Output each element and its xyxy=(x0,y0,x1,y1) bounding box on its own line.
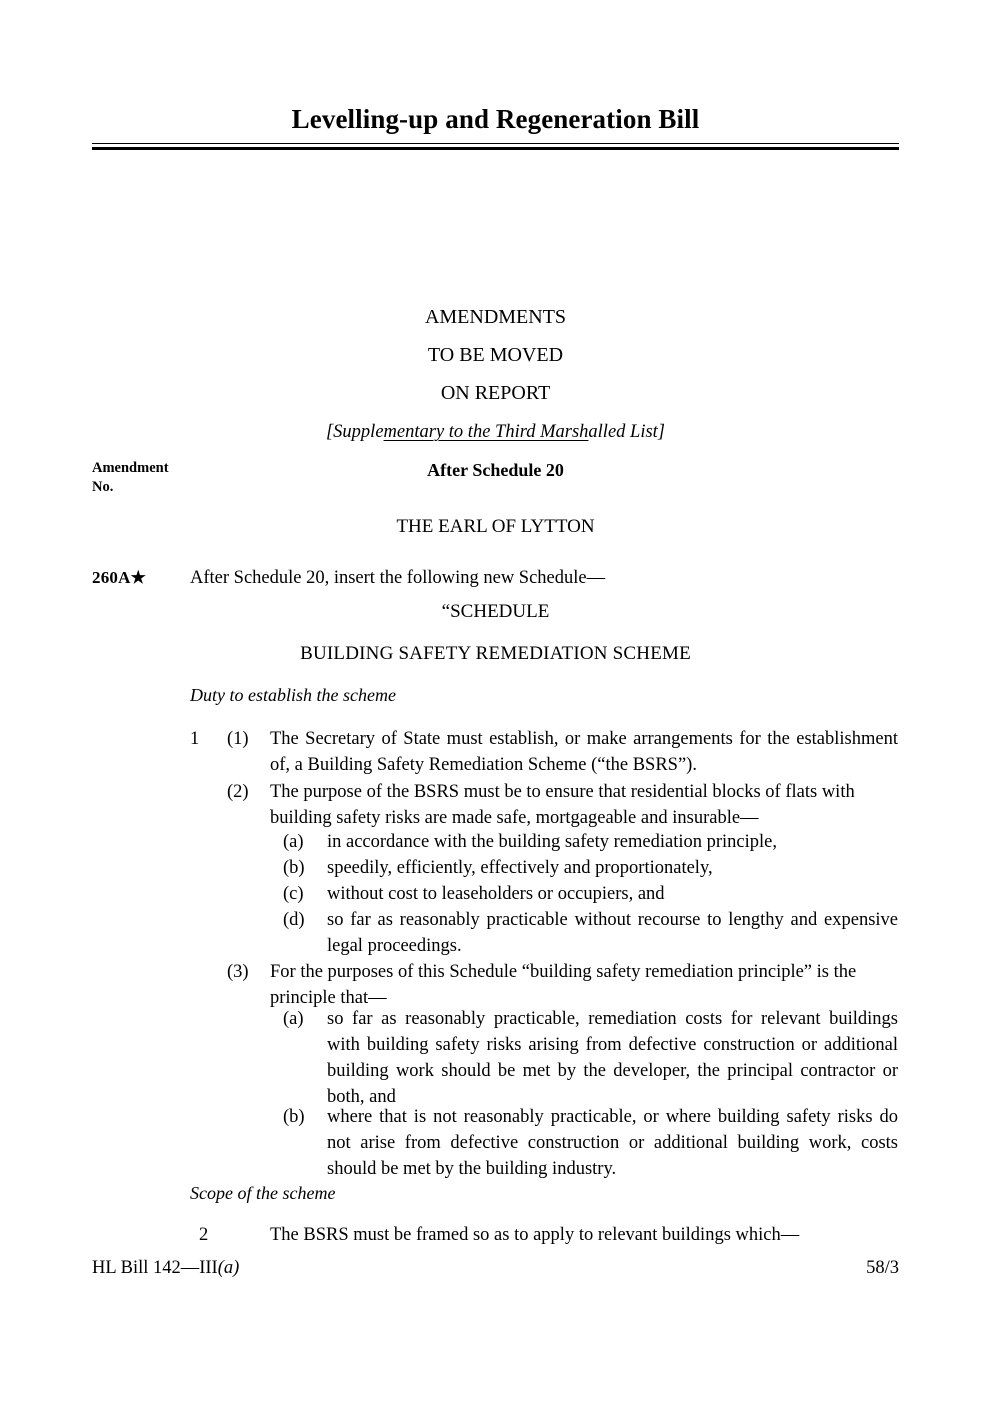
subparagraph-1-marker: (1) xyxy=(227,729,249,749)
item-1-2-a-text: in accordance with the building safety remediation principle, xyxy=(327,832,778,852)
supplementary-suffix: alled List] xyxy=(588,422,666,442)
item-1-2-a-marker: (a) xyxy=(283,832,304,852)
subparagraph-3-marker: (3) xyxy=(227,962,249,982)
item-1-3-a-text: so far as reasonably practicable, remediation costs for relevant buildings with building safety risks arising from defective construction or additional building work should be met by the developer, the principal contractor or both, and xyxy=(327,1009,898,1108)
item-1-2-d xyxy=(283,907,898,959)
mover-name: THE EARL OF LYTTON xyxy=(396,516,595,537)
subparagraph-1-text: The Secretary of State must establish, or make arrangements for the establishment of, a Building Safety Remediation Scheme (“the BSRS”). xyxy=(270,729,898,776)
item-1-2-b-text: speedily, efficiently, effectively and proportionately, xyxy=(327,858,713,878)
heading-amendments: AMENDMENTS xyxy=(424,306,567,328)
paragraph-1-1 xyxy=(190,726,898,778)
item-1-2-c-text: without cost to leaseholders or occupiers, and xyxy=(327,884,665,904)
amendment-lead-in: After Schedule 20, insert the following new Schedule— xyxy=(190,568,606,588)
heading-on-report: ON REPORT xyxy=(440,382,551,404)
item-1-3-a-marker: (a) xyxy=(283,1009,304,1029)
paragraph-2-number: 2 xyxy=(199,1225,209,1245)
item-1-3-b-marker: (b) xyxy=(283,1107,305,1127)
section-heading: After Schedule 20 xyxy=(427,460,564,480)
title-block xyxy=(92,104,899,150)
item-1-3-b xyxy=(283,1104,898,1182)
title-rule-thin xyxy=(92,143,899,144)
item-1-2-c-marker: (c) xyxy=(283,884,304,904)
footer-bill-reference xyxy=(92,1258,239,1279)
paragraph-1-3 xyxy=(227,959,898,1011)
schedule-title: BUILDING SAFETY REMEDIATION SCHEME xyxy=(300,643,691,664)
item-1-2-d-text: so far as reasonably practicable without recourse to lengthy and expensive legal proceedings. xyxy=(327,910,898,957)
item-1-3-a xyxy=(283,1006,898,1110)
amendment-no-label-line2: No. xyxy=(92,478,114,495)
paragraph-1-2 xyxy=(227,779,898,831)
page-title: Levelling-up and Regeneration Bill xyxy=(291,104,700,134)
item-1-2-d-marker: (d) xyxy=(283,910,305,930)
subparagraph-2-text: The purpose of the BSRS must be to ensure that residential blocks of flats with building safety risks are made safe, mortgageable and insurable— xyxy=(270,782,855,829)
subparagraph-3-text: For the purposes of this Schedule “building safety remediation principle” is the principle that— xyxy=(270,962,857,1009)
amendment-number: 260A★ xyxy=(92,568,147,587)
item-1-2-c xyxy=(283,881,898,907)
item-1-3-b-text: where that is not reasonably practicable, or where building safety risks do not arise from defective construction or additional building work, costs should be met by the building industry. xyxy=(327,1107,898,1180)
footer-bill-reference-prefix: HL Bill 142—III xyxy=(92,1258,218,1278)
supplementary-underlined: mentary to the Third Marsh xyxy=(383,422,589,442)
schedule-word: “SCHEDULE xyxy=(441,601,550,622)
footer-bill-reference-suffix: (a) xyxy=(217,1258,240,1278)
item-1-2-a xyxy=(283,829,898,855)
paragraph-2-text: The BSRS must be framed so as to apply to relevant buildings which— xyxy=(270,1225,800,1245)
crossheading-duty: Duty to establish the scheme xyxy=(190,685,396,705)
item-1-2-b-marker: (b) xyxy=(283,858,305,878)
supplementary-prefix: [Supple xyxy=(325,422,384,442)
crossheading-scope: Scope of the scheme xyxy=(190,1183,336,1203)
title-rule-thick xyxy=(92,147,899,150)
heading-to-be-moved: TO BE MOVED xyxy=(427,344,564,366)
paragraph-1-number: 1 xyxy=(190,729,200,749)
amendment-no-label-line1: Amendment xyxy=(92,460,169,476)
item-1-2-b xyxy=(283,855,898,881)
supplementary-note xyxy=(92,422,899,443)
footer-page-reference: 58/3 xyxy=(866,1258,899,1278)
paragraph-2 xyxy=(190,1222,898,1248)
subparagraph-2-marker: (2) xyxy=(227,782,249,802)
